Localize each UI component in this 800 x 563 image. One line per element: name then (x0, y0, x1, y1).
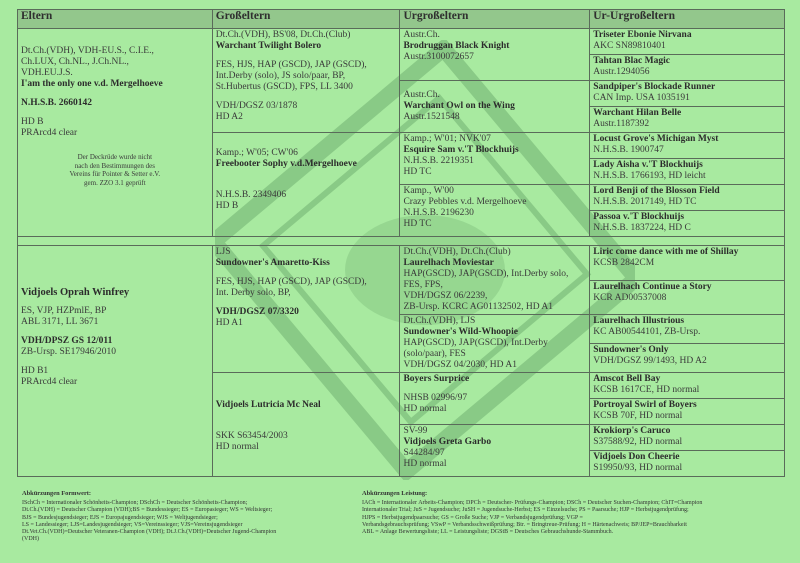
pedigree-table (17, 9, 785, 477)
sire-name: I'am the only one v.d. Mergelhoeve (21, 79, 163, 89)
ancestor-cell: Amscot Bell Bay KCSB 1617CE, HD normal (590, 373, 785, 399)
ancestor-cell: Lady Aisha v.'T Blockhuijs N.H.S.B. 1766193, HD leicht (590, 159, 785, 185)
great-grandparent-cell: Austr.Ch. Brodruggan Black Knight Austr.3100072657 (400, 29, 590, 81)
granddam-paternal-cell: Kamp.; W'05; CW'06 Freebooter Sophy v.d.Mergelhoeve N.H.S.B. 2349406 HD B (212, 133, 400, 237)
ancestor-cell: Passoa v.'T Blockhuijs N.H.S.B. 1837224, HD C (590, 211, 785, 237)
great-grandparent-cell: Boyers Surprice NHSB 02996/97 HD normal (400, 373, 590, 425)
abbreviations-leistung: Abkürzungen Leistung: IACh = Internationaler Arbeits-Champion; DPCh = Deutscher- Prüfungs-Champion; DSCh = Deutscher Suchen-Champion; ChIT=Champion Internationaler Trial; JuS = Jugendsuche; JuSH = Jugendsuche-Herbst; ES = Einzelsuche; PS = Paarsuche; HJP = Herbstjugendprüfung; HJPS = Herbstjugendpaarsuche; GS = Große Suche; VJP = Verbandsjugendprüfung; VGP = Verbandsgebrauchsprüfung; VSwP = Verbandsschweißprüfung; Btr. = Bringtreue-Prüfung; H = Härtenachweis; BP/JEP=Brauchbarkeit ABL = Anlage Bewertungsliste; LL = Leistungsliste; DGStB = Deutsches Gebrauchshunde-Stammbuch. (362, 490, 703, 536)
sire-cell: Dt.Ch.(VDH), VDH-EU.S., C.I.E., Ch.LUX, Ch.NL., J.Ch.NL., VDH.EU.J.S. I'am the only one v.d. Mergelhoeve N.H.S.B. 2660142 HD B PRArcd4 clear Der Deckrüde wurde nicht nach den Bestimmungen des Vereins für Pointer & Setter e.V. gem. ZZO 3.1 geprüft (18, 29, 213, 237)
ancestor-cell: Krokiorp's Caruco S37588/92, HD normal (590, 425, 785, 451)
dam-name: Vidjoels Oprah Winfrey (21, 287, 130, 298)
header-row (18, 10, 785, 29)
ancestor-cell: Locust Grove's Michigan Myst N.H.S.B. 1900747 (590, 133, 785, 159)
ancestor-cell: Tahtan Blac Magic Austr.1294056 (590, 55, 785, 81)
abbreviations-formwert: Abkürzungen Formwert: ISchCh = Internationaler Schönheits-Champion; DSchCh = Deutscher Schönheits-Champion; Dt.Ch.(VDH) = Deutscher Champion (VDH);BS = Bundessieger; ES = Europasieger; WS = Weltsieger; BJS = Bundesjugendsieger; EJS = Europajugendsieger; WJS = Weltjugendsieger; LS = Landessieger; LJS=Landesjugendsieger; VS=Vereinssieger; VJS=Vereinsjugendsieger Dt.Vet.Ch.(VDH)=Deutscher Veteranen-Champion (VDH); Dt.J.Ch.(VDH)=Deutscher Jugend-Champion (VDH) (22, 490, 277, 543)
grandparent-name: Vidjoels Lutricia Mc Neal (215, 400, 321, 410)
header-grandparents: Großeltern (212, 10, 400, 29)
ancestor-cell: Laurelhach Illustrious KC AB00544101, ZB-Ursp. (590, 315, 785, 344)
great-grandparent-cell: Austr.Ch. Warchant Owl on the Wing Austr.1521548 (400, 81, 590, 133)
ancestor-cell: Warchant Hilan Belle Austr.1187392 (590, 107, 785, 133)
ancestor-cell: Laurelhach Continue a Story KCR AD00537008 (590, 280, 785, 315)
grandparent-name: Sundowner's Amaretto-Kiss (215, 258, 330, 268)
great-grandparent-cell: Kamp.; W'01; NVK'07 Esquire Sam v.'T Blockhuijs N.H.S.B. 2219351 HD TC (400, 133, 590, 185)
granddam-maternal-cell: Vidjoels Lutricia Mc Neal SKK S63454/2003 HD normal (212, 373, 400, 477)
ancestor-cell: Vidjoels Don Cheerie S19950/93, HD normal (590, 451, 785, 477)
grandsire-maternal-cell: LJS Sundowner's Amaretto-Kiss FES, HJS, HAP (GSCD), JAP (GSCD), Int. Derby solo, BP, VDH/DGSZ 07/3320 HD A1 (212, 246, 400, 373)
ancestor-cell: Triseter Ebonie Nirvana AKC SN89810401 (590, 29, 785, 55)
grandparent-name: Freebooter Sophy v.d.Mergelhoeve (215, 159, 357, 169)
ancestor-cell: Sandpiper's Blockade Runner CAN Imp. USA 1035191 (590, 81, 785, 107)
ancestor-cell: Portroyal Swirl of Boyers KCSB 70F, HD normal (590, 399, 785, 425)
ancestor-cell: Sundowner's Only VDH/DGSZ 99/1493, HD A2 (590, 344, 785, 373)
great-grandparent-cell: Kamp., W'00 Crazy Pebbles v.d. Mergelhoeve N.H.S.B. 2196230 HD TC (400, 185, 590, 237)
header-great-great-grandparents: Ur-Urgroßeltern (590, 10, 785, 29)
grandsire-paternal-cell: Dt.Ch.(VDH), BS'08, Dt.Ch.(Club) Warchant Twilight Bolero FES, HJS, HAP (GSCD), JAP (GSCD), Int.Derby (solo), JS solo/paar, BP, St.Hubertus (GSCD), FPS, LL 3400 VDH/DGSZ 03/1878 HD A2 (212, 29, 400, 133)
breeding-note: Der Deckrüde wurde nicht nach den Bestimmungen des Vereins für Pointer & Setter e.V. gem. ZZO 3.1 geprüft (69, 153, 161, 187)
sire-registration: N.H.S.B. 2660142 (21, 98, 92, 108)
header-parents: Eltern (18, 10, 213, 29)
ancestor-cell: Lord Benji of the Blosson Field N.H.S.B. 2017149, HD TC (590, 185, 785, 211)
great-grandparent-cell: Dt.Ch.(VDH), LJS Sundowner's Wild-Whoopie HAP(GSCD), JAP(GSCD), Int.Derby (solo/paar), FES VDH/DGSZ 04/2030, HD A1 (400, 315, 590, 373)
dam-registration: VDH/DPSZ GS 12/011 (21, 336, 113, 346)
great-grandparent-cell: Dt.Ch.(VDH), Dt.Ch.(Club) Laurelhach Moviestar HAP(GSCD), JAP(GSCD), Int.Derby solo, FES, FPS, VDH/DGSZ 06/2239, ZB-Ursp. KCRC AG01132502, HD A1 (400, 246, 590, 315)
dam-cell: Vidjoels Oprah Winfrey ES, VJP, HZPmlE, BP ABL 3171, LL 3671 VDH/DPSZ GS 12/011 ZB-Ursp. SE17946/2010 HD B1 PRArcd4 clear (18, 246, 213, 477)
ancestor-cell: Liric come dance with me of Shillay KCSB 2842CM (590, 246, 785, 281)
grandparent-name: Warchant Twilight Bolero (215, 41, 322, 51)
great-grandparent-cell: SV-99 Vidjoels Greta Garbo S44284/97 HD normal (400, 425, 590, 477)
header-great-grandparents: Urgroßeltern (400, 10, 590, 29)
